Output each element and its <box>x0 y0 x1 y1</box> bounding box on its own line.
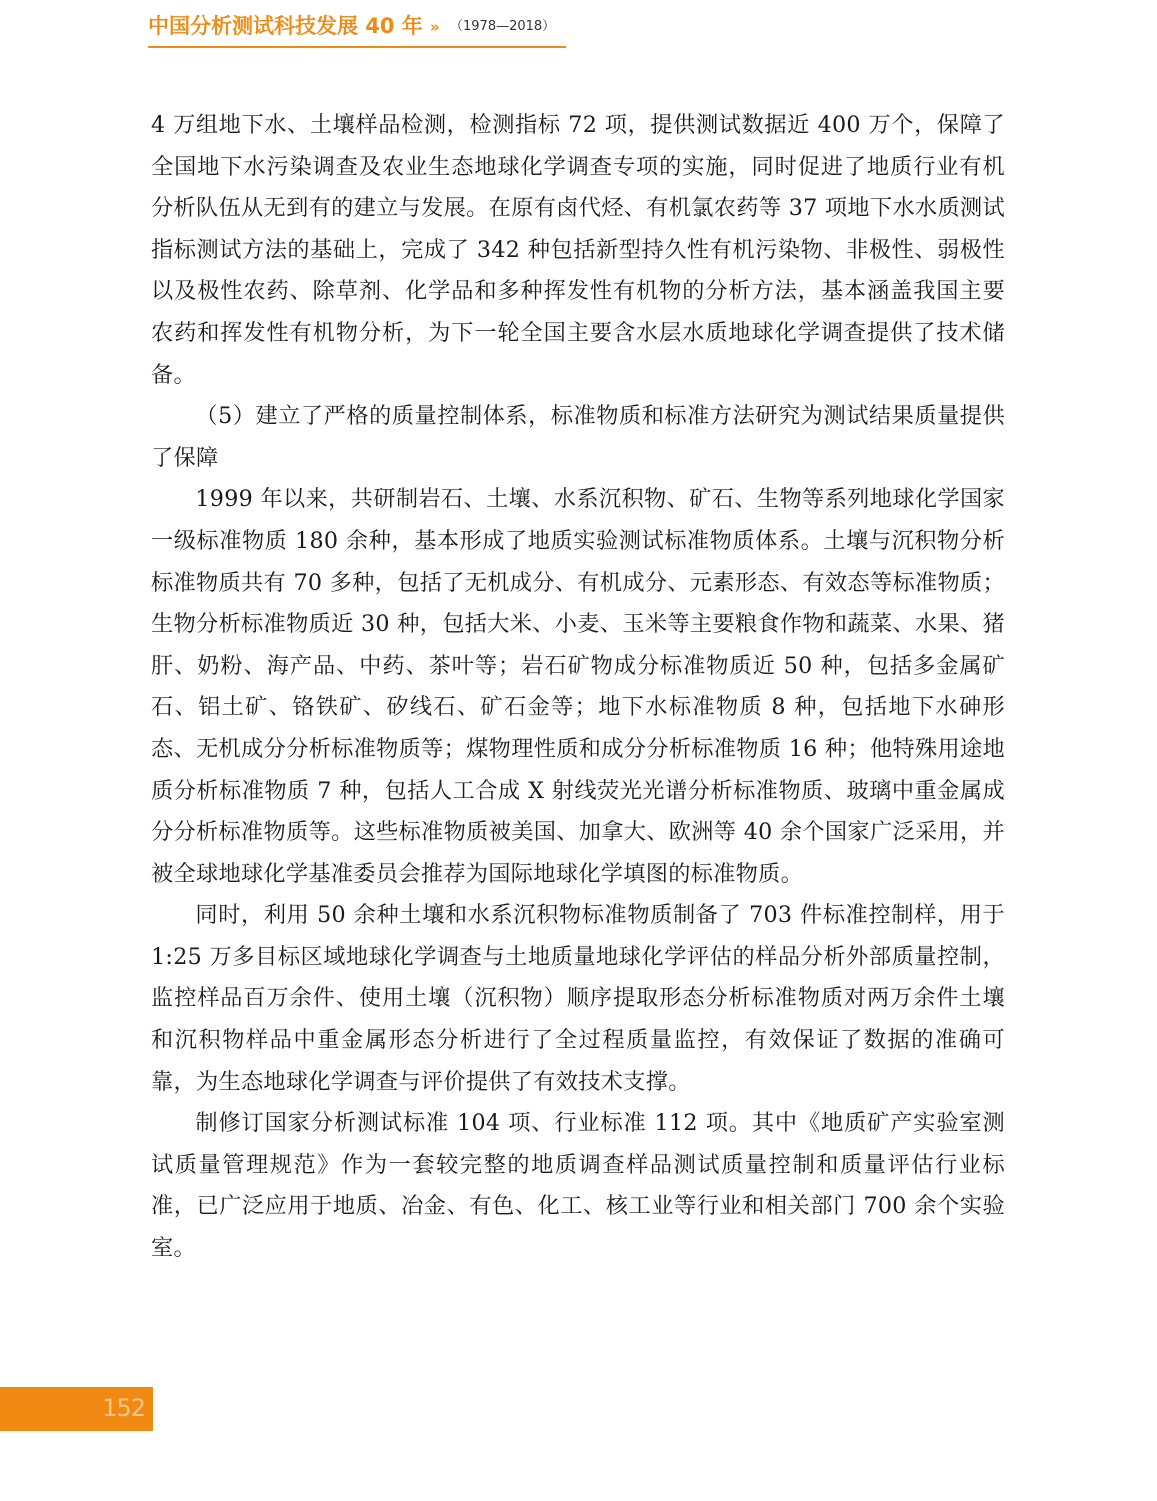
section-heading: （5）建立了严格的质量控制体系，标准物质和标准方法研究为测试结果质量提供了保障 <box>151 403 1005 471</box>
body-text <box>151 105 1005 1270</box>
page-number-tab <box>0 1387 153 1431</box>
year-range: （1978—2018） <box>450 19 556 34</box>
paragraph-standards: 制修订国家分析测试标准 104 项、行业标准 112 项。其中《地质矿产实验室测试质量管理规范》作为一套较完整的地质调查样品测试质量控制和质量评估行业标准，已广泛应用于地质、冶金、有色、化工、核工业等行业和相关部门 700 余个实验室。 <box>151 1110 1005 1262</box>
paragraph-control-samples: 同时，利用 50 余种土壤和水系沉积物标准物质制备了 703 件标准控制样，用于 1:25 万多目标区域地球化学调查与土地质量地球化学评估的样品分析外部质量控制，监控样品百万余件、使用土壤（沉积物）顺序提取形态分析标准物质对两万余件土壤和沉积物样品中重金属形态分析进行了全过程质量监控，有效保证了数据的准确可靠，为生态地球化学调查与评价提供了有效技术支撑。 <box>151 902 1005 1095</box>
book-title: 中国分析测试科技发展 40 年 <box>148 14 423 38</box>
page-number: 152 <box>102 1394 145 1422</box>
header-rule <box>148 46 566 48</box>
paragraph-continued: 4 万组地下水、土壤样品检测，检测指标 72 项，提供测试数据近 400 万个，保障了全国地下水污染调查及农业生态地球化学调查专项的实施，同时促进了地质行业有机分析队伍从无到有的建立与发展。在原有卤代烃、有机氯农药等 37 项地下水水质测试指标测试方法的基础上，完成了 342 种包括新型持久性有机污染物、非极性、弱极性以及极性农药、除草剂、化学品和多种挥发性有机物的分析方法，基本涵盖我国主要农药和挥发性有机物分析，为下一轮全国主要含水层水质地球化学调查提供了技术储备。 <box>151 112 1005 388</box>
running-header <box>148 12 568 48</box>
paragraph-reference-materials: 1999 年以来，共研制岩石、土壤、水系沉积物、矿石、生物等系列地球化学国家一级标准物质 180 余种，基本形成了地质实验测试标准物质体系。土壤与沉积物分析标准物质共有 70 多种，包括了无机成分、有机成分、元素形态、有效态等标准物质；生物分析标准物质近 30 种，包括大米、小麦、玉米等主要粮食作物和蔬菜、水果、猪肝、奶粉、海产品、中药、茶叶等；岩石矿物成分标准物质近 50 种，包括多金属矿石、铝土矿、铬铁矿、矽线石、矿石金等；地下水标准物质 8 种，包括地下水砷形态、无机成分分析标准物质等；煤物理性质和成分分析标准物质 16 种；他特殊用途地质分析标准物质 7 种，包括人工合成 X 射线荧光光谱分析标准物质、玻璃中重金属成分分析标准物质等。这些标准物质被美国、加拿大、欧洲等 40 余个国家广泛采用，并被全球地球化学基准委员会推荐为国际地球化学填图的标准物质。 <box>151 486 1005 887</box>
double-chevron-icon: » <box>430 18 440 36</box>
